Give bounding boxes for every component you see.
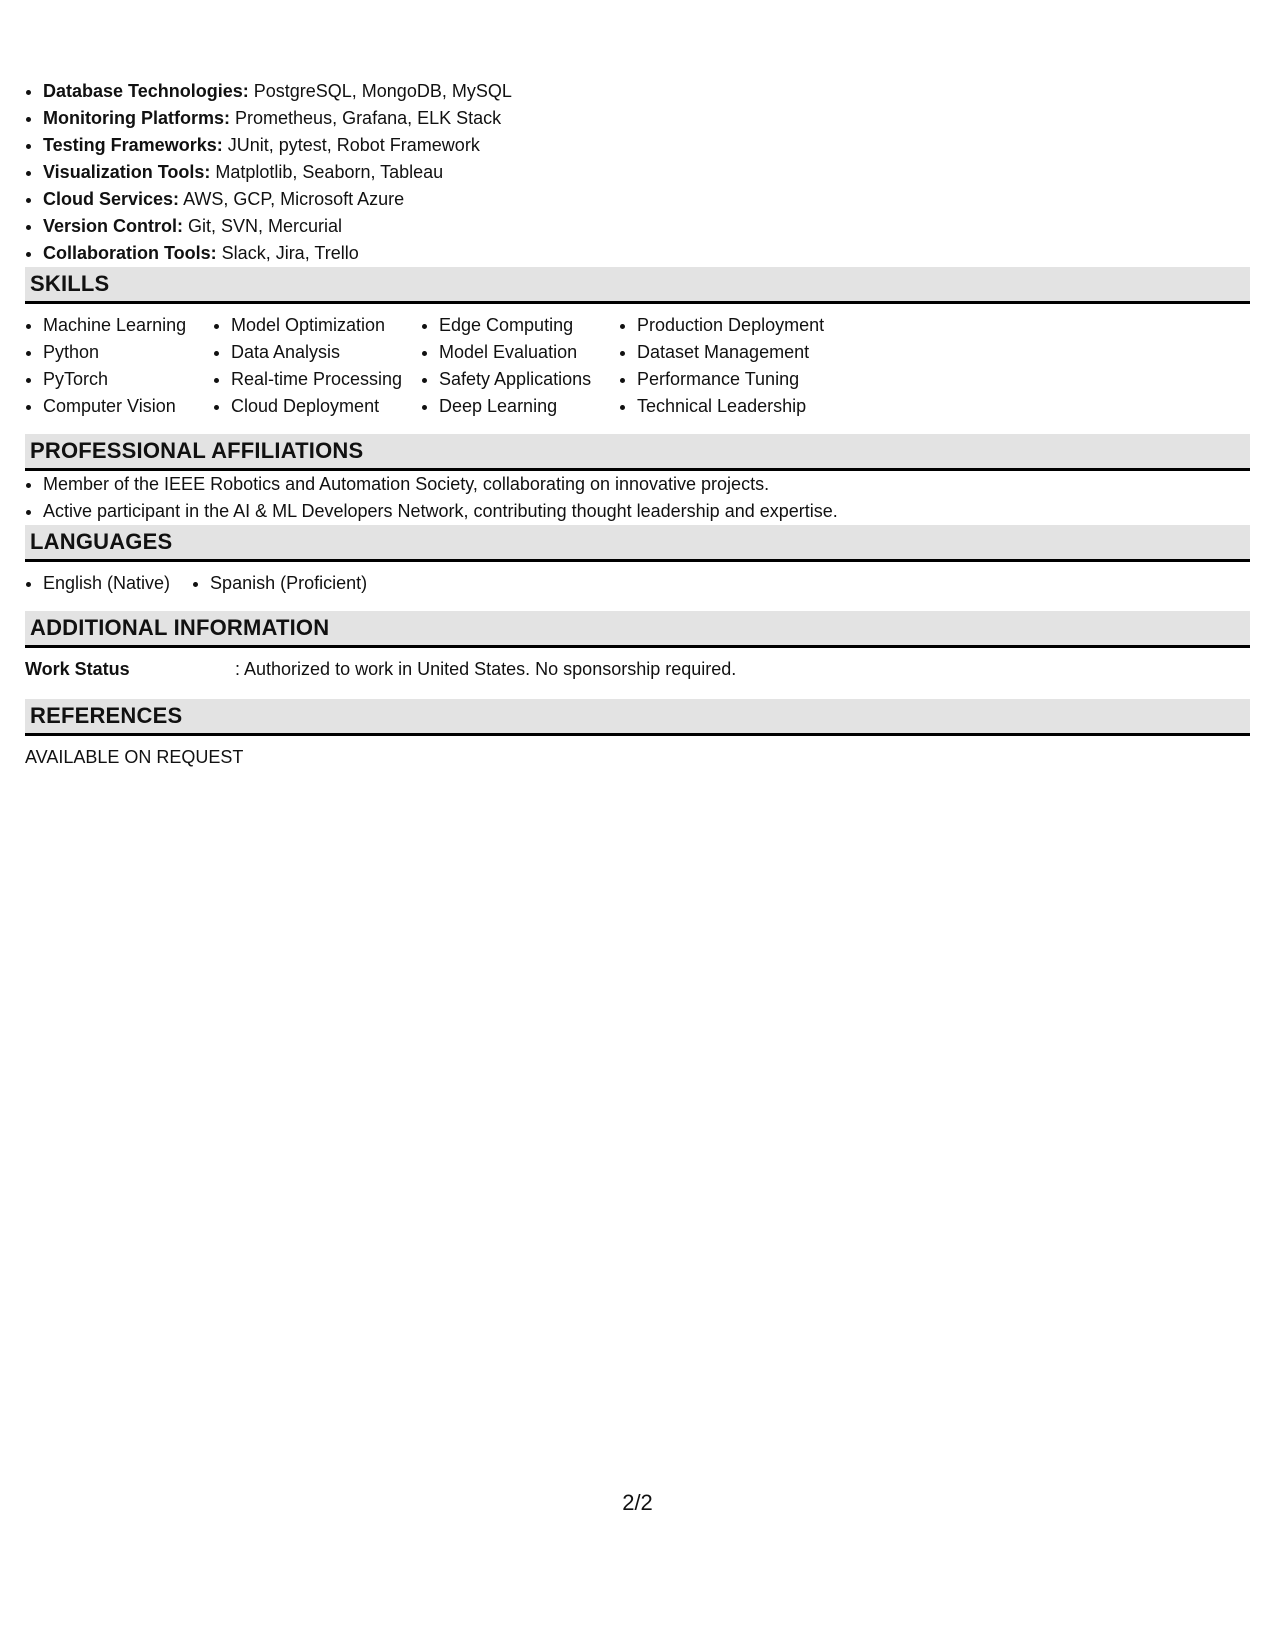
list-item: • Performance Tuning (637, 366, 877, 393)
references-section (25, 699, 1250, 771)
work-status-row (25, 648, 1250, 683)
technology-label: Monitoring Platforms: (43, 108, 230, 128)
technology-value: PostgreSQL, MongoDB, MySQL (253, 81, 512, 101)
references-text: AVAILABLE ON REQUEST (25, 747, 244, 767)
technology-value: Git, SVN, Mercurial (188, 216, 343, 236)
list-item: • English (Native) (43, 570, 170, 597)
list-item: • Technical Leadership (637, 393, 877, 420)
languages-section (25, 525, 1250, 597)
skills-column (421, 312, 619, 420)
additional-info-section (25, 611, 1250, 683)
affiliations-heading: PROFESSIONAL AFFILIATIONS (25, 434, 1250, 471)
technologies-list (25, 78, 1250, 267)
list-item: • Data Analysis (231, 339, 421, 366)
list-item: • Machine Learning (43, 312, 213, 339)
list-item: • PyTorch (43, 366, 213, 393)
list-item: • Member of the IEEE Robotics and Automation Society, collaborating on innovative projects. (43, 471, 1250, 498)
list-item: • Real-time Processing (231, 366, 421, 393)
work-status-value: : Authorized to work in United States. No sponsorship required. (235, 659, 737, 679)
languages-list (25, 562, 1250, 597)
technology-label: Version Control: (43, 216, 184, 236)
additional-info-heading: ADDITIONAL INFORMATION (25, 611, 1250, 648)
affiliations-list (25, 471, 1250, 525)
skills-section (25, 267, 1250, 420)
technology-value: Matplotlib, Seaborn, Tableau (215, 162, 444, 182)
technology-label: Cloud Services: (43, 189, 180, 209)
languages-heading: LANGUAGES (25, 525, 1250, 562)
list-item: • Edge Computing (439, 312, 619, 339)
list-item: • Computer Vision (43, 393, 213, 420)
list-item (43, 132, 1250, 159)
list-item (43, 240, 1250, 267)
list-item (43, 159, 1250, 186)
resume-page (25, 78, 1250, 771)
list-item: • Cloud Deployment (231, 393, 421, 420)
technology-label: Collaboration Tools: (43, 243, 217, 263)
list-item (43, 186, 1250, 213)
list-item: • Active participant in the AI & ML Developers Network, contributing thought leadership and expertise. (43, 498, 1250, 525)
list-item: • Model Optimization (231, 312, 421, 339)
list-item: • Python (43, 339, 213, 366)
skills-column (25, 312, 213, 420)
skills-column (213, 312, 421, 420)
language-column (192, 570, 367, 597)
list-item: • Dataset Management (637, 339, 877, 366)
affiliations-section (25, 434, 1250, 525)
list-item: • Safety Applications (439, 366, 619, 393)
work-status-label: Work Status (25, 659, 130, 679)
list-item (43, 105, 1250, 132)
references-heading: REFERENCES (25, 699, 1250, 736)
technology-value: Slack, Jira, Trello (221, 243, 359, 263)
language-column (25, 570, 170, 597)
technology-label: Testing Frameworks: (43, 135, 223, 155)
technology-value: AWS, GCP, Microsoft Azure (183, 189, 405, 209)
list-item (43, 78, 1250, 105)
skills-heading: SKILLS (25, 267, 1250, 304)
technology-value: JUnit, pytest, Robot Framework (227, 135, 480, 155)
skills-column (619, 312, 877, 420)
page-number: 2/2 (622, 1490, 653, 1515)
list-item: • Model Evaluation (439, 339, 619, 366)
list-item (43, 213, 1250, 240)
technology-label: Database Technologies: (43, 81, 249, 101)
list-item: • Deep Learning (439, 393, 619, 420)
list-item: • Spanish (Proficient) (210, 570, 367, 597)
technology-label: Visualization Tools: (43, 162, 211, 182)
skills-grid (25, 304, 1250, 420)
technology-value: Prometheus, Grafana, ELK Stack (235, 108, 502, 128)
list-item: • Production Deployment (637, 312, 877, 339)
